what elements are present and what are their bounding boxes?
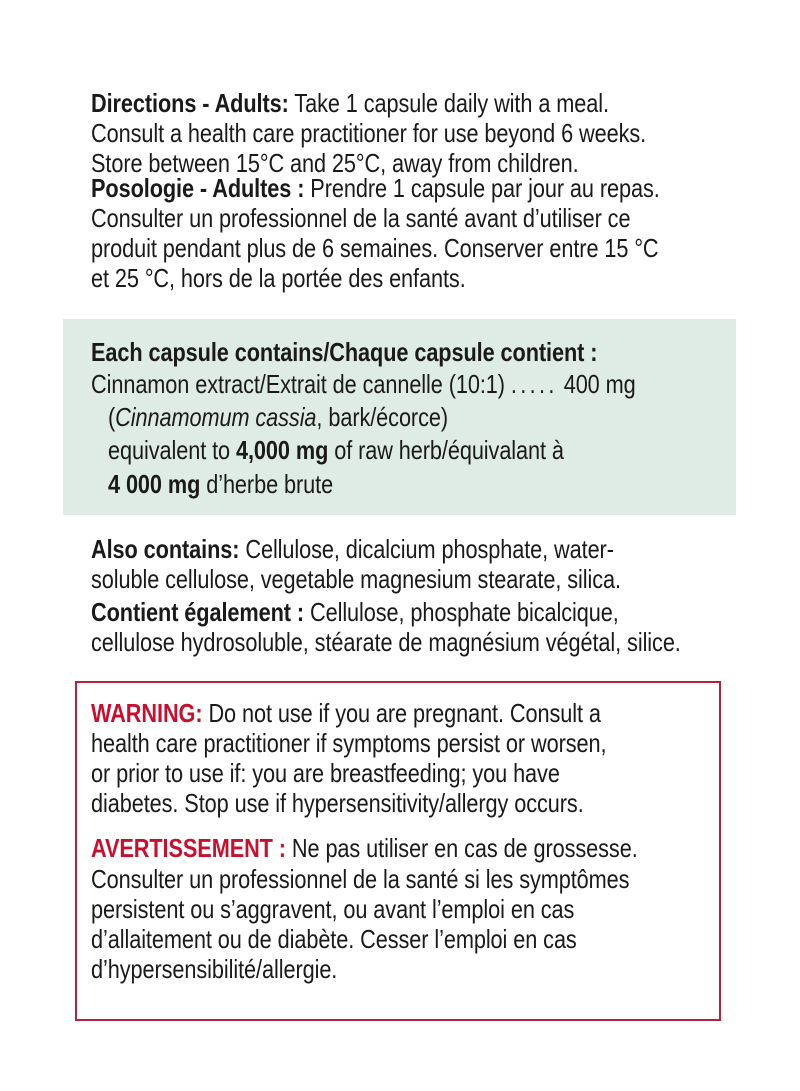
ingredients-heading: Each capsule contains/Chaque capsule contient : bbox=[91, 337, 598, 367]
warning-en-heading: WARNING: bbox=[91, 698, 203, 728]
ingredient-equivalent-en: equivalent to 4,000 mg of raw herb/équivalant à bbox=[108, 435, 564, 465]
also-contains-fr-line-2: cellulose hydrosoluble, stéarate de magnésium végétal, silice. bbox=[91, 627, 681, 657]
directions-en-line-1: Directions - Adults: Take 1 capsule daily with a meal. bbox=[91, 88, 609, 118]
also-contains-fr-heading: Contient également : bbox=[91, 597, 305, 627]
also-contains-fr-line-1: Contient également : Cellulose, phosphate bicalcique, bbox=[91, 597, 619, 627]
warning-en-line-3: or prior to use if: you are breastfeeding; you have bbox=[91, 758, 560, 788]
warning-fr-line-3: persistent ou s’aggravent, ou avant l’emploi en cas bbox=[91, 894, 575, 924]
directions-fr-line-2: Consulter un professionnel de la santé avant d’utiliser ce bbox=[91, 203, 631, 233]
warning-fr-line-1: AVERTISSEMENT : Ne pas utiliser en cas de grossesse. bbox=[91, 833, 638, 863]
warning-en-line-2: health care practitioner if symptoms persist or worsen, bbox=[91, 728, 607, 758]
also-contains-en-line-2: soluble cellulose, vegetable magnesium stearate, silica. bbox=[91, 564, 621, 594]
warning-fr-line-2: Consulter un professionnel de la santé si les symptômes bbox=[91, 864, 630, 894]
ingredient-source: (Cinnamomum cassia, bark/écorce) bbox=[108, 402, 448, 432]
ingredient-equivalent-fr: 4 000 mg d’herbe brute bbox=[108, 469, 334, 499]
directions-fr-line-4: et 25 °C, hors de la portée des enfants. bbox=[91, 263, 466, 293]
directions-en-line-3: Store between 15°C and 25°C, away from children. bbox=[91, 148, 579, 178]
warning-en-line-1: WARNING: Do not use if you are pregnant. Consult a bbox=[91, 698, 601, 728]
latin-name: Cinnamomum cassia bbox=[115, 402, 317, 432]
warning-fr-line-5: d’hypersensibilité/allergie. bbox=[91, 954, 338, 984]
leader-dots: ..... bbox=[510, 369, 558, 399]
warning-fr-line-4: d’allaitement ou de diabète. Cesser l’emploi en cas bbox=[91, 924, 577, 954]
directions-fr-line-3: produit pendant plus de 6 semaines. Conserver entre 15 °C bbox=[91, 233, 659, 263]
also-contains-en-heading: Also contains: bbox=[91, 534, 240, 564]
also-contains-en-line-1: Also contains: Cellulose, dicalcium phosphate, water- bbox=[91, 534, 614, 564]
ingredient-amount: 400 mg bbox=[563, 369, 636, 399]
warning-en-line-4: diabetes. Stop use if hypersensitivity/allergy occurs. bbox=[91, 788, 584, 818]
ingredient-row bbox=[91, 369, 636, 399]
ingredient-name: Cinnamon extract/Extrait de cannelle (10:1) bbox=[91, 369, 505, 399]
warning-fr-heading: AVERTISSEMENT : bbox=[91, 833, 286, 863]
directions-en-line-2: Consult a health care practitioner for use beyond 6 weeks. bbox=[91, 118, 647, 148]
directions-en-heading: Directions - Adults: bbox=[91, 88, 289, 118]
directions-fr-line-1: Posologie - Adultes : Prendre 1 capsule par jour au repas. bbox=[91, 173, 660, 203]
directions-fr-heading: Posologie - Adultes : bbox=[91, 173, 305, 203]
